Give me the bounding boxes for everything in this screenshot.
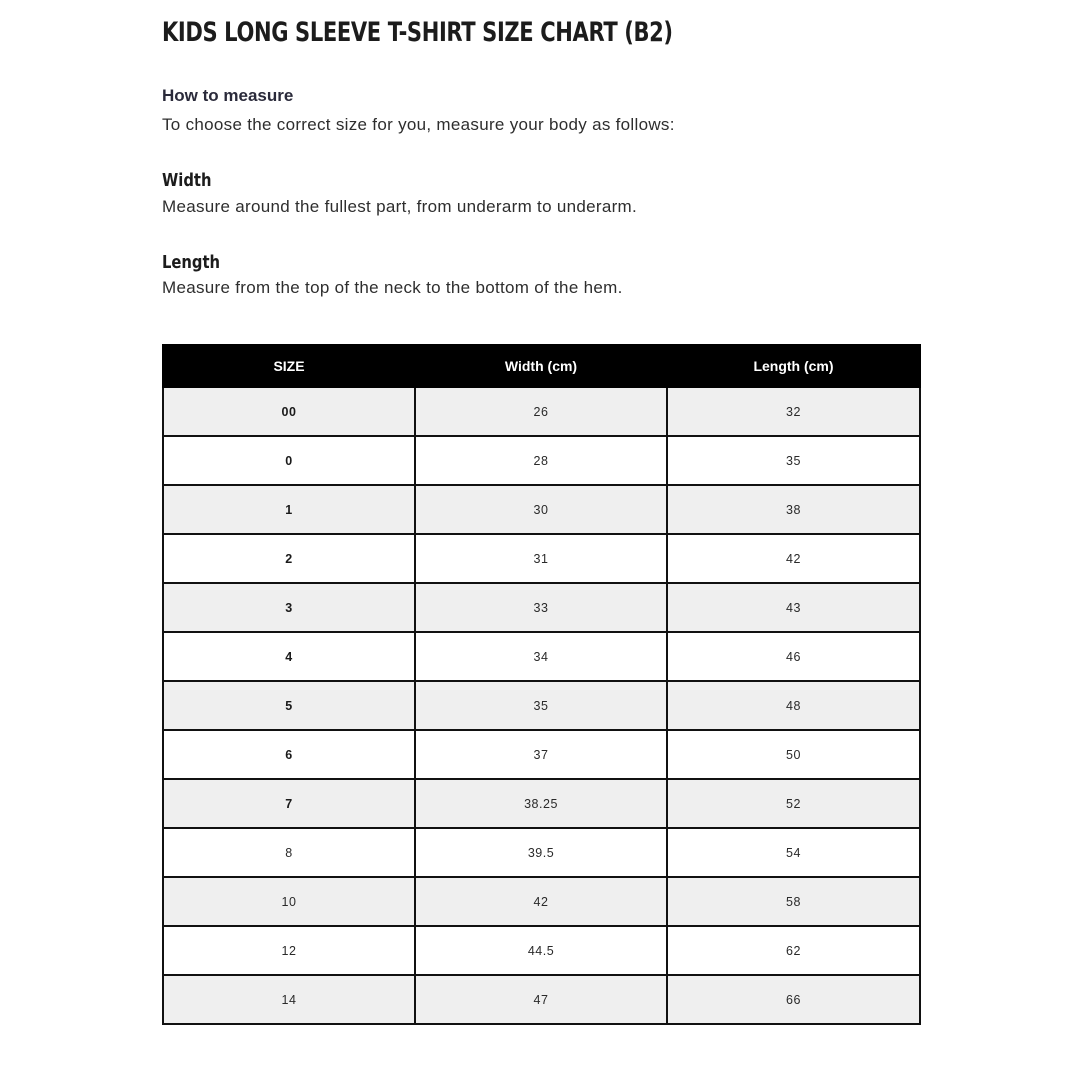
length-cell: 58 (667, 877, 920, 926)
width-cell: 38.25 (415, 779, 667, 828)
length-cell: 38 (667, 485, 920, 534)
page-title: KIDS LONG SLEEVE T-SHIRT SIZE CHART (B2) (162, 17, 673, 48)
width-cell: 30 (415, 485, 667, 534)
length-cell: 42 (667, 534, 920, 583)
table-row (163, 534, 920, 583)
size-cell: 7 (163, 779, 415, 828)
width-cell: 47 (415, 975, 667, 1024)
table-row (163, 485, 920, 534)
size-cell: 6 (163, 730, 415, 779)
table-row (163, 436, 920, 485)
length-cell: 50 (667, 730, 920, 779)
size-cell: 00 (163, 387, 415, 436)
column-header-width: Width (cm) (415, 345, 667, 387)
table-body (163, 387, 920, 1024)
table-header (163, 345, 920, 387)
size-cell: 1 (163, 485, 415, 534)
table-header-row (163, 345, 920, 387)
width-cell: 28 (415, 436, 667, 485)
length-heading: Length (162, 252, 221, 273)
width-heading: Width (162, 170, 212, 191)
size-cell: 14 (163, 975, 415, 1024)
length-cell: 46 (667, 632, 920, 681)
size-cell: 4 (163, 632, 415, 681)
width-cell: 35 (415, 681, 667, 730)
width-cell: 31 (415, 534, 667, 583)
size-chart-table (162, 344, 921, 1025)
width-cell: 33 (415, 583, 667, 632)
length-cell: 43 (667, 583, 920, 632)
table-row (163, 730, 920, 779)
table-row (163, 828, 920, 877)
length-cell: 35 (667, 436, 920, 485)
table-row (163, 926, 920, 975)
length-cell: 54 (667, 828, 920, 877)
size-cell: 0 (163, 436, 415, 485)
how-to-measure-text: To choose the correct size for you, measure your body as follows: (162, 115, 675, 134)
width-cell: 37 (415, 730, 667, 779)
column-header-length: Length (cm) (667, 345, 920, 387)
size-cell: 8 (163, 828, 415, 877)
table-row (163, 779, 920, 828)
width-cell: 34 (415, 632, 667, 681)
width-cell: 39.5 (415, 828, 667, 877)
size-cell: 10 (163, 877, 415, 926)
table-row (163, 975, 920, 1024)
column-header-size: SIZE (163, 345, 415, 387)
length-instructions: Measure from the top of the neck to the bottom of the hem. (162, 278, 623, 297)
width-cell: 26 (415, 387, 667, 436)
table-row (163, 877, 920, 926)
table-row (163, 583, 920, 632)
length-cell: 32 (667, 387, 920, 436)
length-cell: 62 (667, 926, 920, 975)
size-cell: 2 (163, 534, 415, 583)
width-instructions: Measure around the fullest part, from underarm to underarm. (162, 197, 638, 216)
how-to-measure-heading: How to measure (162, 86, 294, 105)
width-cell: 42 (415, 877, 667, 926)
width-cell: 44.5 (415, 926, 667, 975)
size-cell: 5 (163, 681, 415, 730)
table-row (163, 387, 920, 436)
size-cell: 3 (163, 583, 415, 632)
length-cell: 48 (667, 681, 920, 730)
length-cell: 66 (667, 975, 920, 1024)
length-cell: 52 (667, 779, 920, 828)
table-row (163, 681, 920, 730)
table-row (163, 632, 920, 681)
size-cell: 12 (163, 926, 415, 975)
